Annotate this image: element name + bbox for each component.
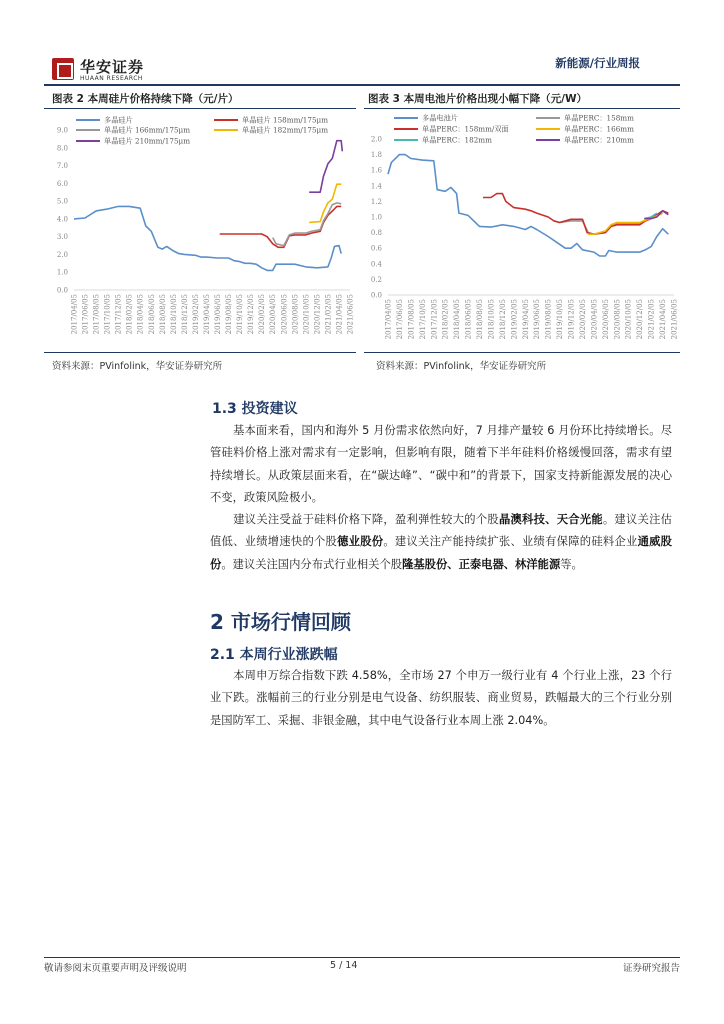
x-tick-label: 2017/04/05 xyxy=(70,294,79,335)
figure-2-top-rule xyxy=(44,108,356,109)
x-tick-label: 2018/02/05 xyxy=(125,294,134,335)
x-tick-label: 2021/06/05 xyxy=(346,294,355,335)
x-tick-label: 2018/04/05 xyxy=(136,294,145,335)
section-2-1-heading: 2.1 本周行业涨跌幅 xyxy=(210,647,338,663)
x-tick-label: 2019/02/05 xyxy=(191,294,200,335)
y-tick-label: 5.0 xyxy=(56,197,68,206)
x-tick-label: 2020/08/05 xyxy=(613,299,622,340)
footer-report-type: 证券研究报告 xyxy=(622,963,680,974)
x-tick-label: 2017/04/05 xyxy=(384,299,393,340)
rec-text-3: 。建议关注产能持续扩张、业绩有保障的硅料企业 xyxy=(383,535,638,549)
x-tick-label: 2018/10/05 xyxy=(487,299,496,340)
rec-stocks-3: 通威股份 xyxy=(210,535,672,571)
figure-3-top-rule xyxy=(364,108,680,109)
legend-label: 多晶电池片 xyxy=(422,113,458,123)
x-tick-label: 2019/12/05 xyxy=(567,299,576,340)
x-tick-label: 2017/10/05 xyxy=(418,299,427,340)
brand-name: 华安证券 xyxy=(80,58,145,76)
y-tick-label: 2.0 xyxy=(56,250,68,259)
legend-label: 单晶PERC：158mm/双面 xyxy=(422,124,509,134)
legend-label: 单晶PERC：182mm xyxy=(422,135,492,145)
series-line-0 xyxy=(388,155,668,256)
figure-3-title: 图表 3 本周电池片价格出现小幅下降（元/W） xyxy=(368,93,588,105)
x-tick-label: 2020/06/05 xyxy=(601,299,610,340)
x-tick-label: 2020/12/05 xyxy=(313,294,322,335)
x-tick-label: 2020/10/05 xyxy=(302,294,311,335)
x-tick-label: 2017/08/05 xyxy=(407,299,416,340)
x-tick-label: 2020/06/05 xyxy=(280,294,289,335)
y-tick-label: 1.8 xyxy=(370,151,382,160)
x-tick-label: 2019/10/05 xyxy=(236,294,245,335)
x-tick-label: 2019/06/05 xyxy=(214,294,223,335)
y-tick-label: 2.0 xyxy=(370,135,382,144)
x-tick-label: 2018/12/05 xyxy=(180,294,189,335)
series-line-0 xyxy=(74,206,341,270)
x-tick-label: 2017/10/05 xyxy=(103,294,112,335)
paragraph-market-review-text: 本周申万综合指数下跌 4.58%，全市场 27 个申万一级行业有 4 个行业上涨，23 个行业下跌。涨幅前三的行业分别是电气设备、纺织服装、商业贸易，跌幅最大的三个行业分别是国防军工、采掘、非银金融，其中电气设备行业本周上涨 2.04%。 xyxy=(210,669,672,727)
silicon-wafer-price-chart xyxy=(44,110,356,346)
series-line-2 xyxy=(483,194,668,235)
cell-price-chart xyxy=(364,110,680,346)
x-tick-label: 2018/06/05 xyxy=(464,299,473,340)
legend-label: 单晶硅片 158mm/175μm xyxy=(242,115,329,125)
page-number: 5 / 14 xyxy=(330,960,358,971)
x-tick-label: 2021/04/05 xyxy=(659,299,668,340)
footer-disclaimer: 敬请参阅末页重要声明及评级说明 xyxy=(44,963,187,974)
legend-label: 单晶PERC：158mm xyxy=(564,113,634,123)
y-tick-label: 1.4 xyxy=(370,182,382,191)
y-tick-label: 0.6 xyxy=(370,244,382,253)
footer-divider xyxy=(44,957,680,958)
figure-2-bottom-rule xyxy=(44,352,356,353)
legend-label: 单晶硅片 166mm/175μm xyxy=(104,125,191,135)
report-type: 新能源/行业周报 xyxy=(555,56,640,70)
x-tick-label: 2018/02/05 xyxy=(441,299,450,340)
x-tick-label: 2018/10/05 xyxy=(169,294,178,335)
paragraph-fundamentals xyxy=(210,420,672,509)
legend-label: 单晶硅片 210mm/175μm xyxy=(104,136,191,146)
figure-3-bottom-rule xyxy=(364,352,680,353)
legend-label: 单晶硅片 182mm/175μm xyxy=(242,125,329,135)
rec-text-2: 。建议关注估值低、业绩增速快的个股 xyxy=(210,513,672,549)
rec-stocks-4: 隆基股份、正泰电器、林洋能源 xyxy=(402,557,561,571)
figure-2-source: 资料来源：PVinfolink，华安证券研究所 xyxy=(52,361,223,372)
rec-stocks-2: 德业股份 xyxy=(337,535,384,549)
y-tick-label: 3.0 xyxy=(56,233,68,242)
rec-text-4: 。建议关注国内分布式行业相关个股 xyxy=(221,557,403,571)
x-tick-label: 2018/08/05 xyxy=(158,294,167,335)
header-divider xyxy=(44,84,680,86)
y-tick-label: 0.2 xyxy=(370,275,382,284)
y-tick-label: 0.8 xyxy=(370,229,382,238)
x-tick-label: 2017/12/05 xyxy=(114,294,123,335)
x-tick-label: 2018/06/05 xyxy=(147,294,156,335)
x-tick-label: 2020/04/05 xyxy=(269,294,278,335)
x-tick-label: 2020/12/05 xyxy=(636,299,645,340)
section-1-3-heading: 1.3 投资建议 xyxy=(212,401,298,417)
x-tick-label: 2019/06/05 xyxy=(533,299,542,340)
figure-2-title: 图表 2 本周硅片价格持续下降（元/片） xyxy=(52,93,239,105)
x-tick-label: 2019/12/05 xyxy=(247,294,256,335)
y-tick-label: 1.2 xyxy=(370,197,382,206)
y-tick-label: 0.0 xyxy=(370,291,382,300)
x-tick-label: 2019/10/05 xyxy=(556,299,565,340)
y-tick-label: 1.6 xyxy=(370,166,382,175)
legend-label: 多晶硅片 xyxy=(104,115,133,125)
x-tick-label: 2017/06/05 xyxy=(81,294,90,335)
x-tick-label: 2019/04/05 xyxy=(202,294,211,335)
legend-label: 单晶PERC：166mm xyxy=(564,124,634,134)
x-tick-label: 2020/02/05 xyxy=(578,299,587,340)
x-tick-label: 2020/08/05 xyxy=(291,294,300,335)
figure-3-source: 资料来源：PVinfolink，华安证券研究所 xyxy=(376,361,547,372)
x-tick-label: 2021/04/05 xyxy=(335,294,344,335)
series-line-1 xyxy=(554,213,663,234)
x-tick-label: 2017/12/05 xyxy=(430,299,439,340)
x-tick-label: 2019/08/05 xyxy=(544,299,553,340)
rec-stocks-1: 晶澳科技、天合光能 xyxy=(498,513,603,526)
x-tick-label: 2019/08/05 xyxy=(225,294,234,335)
x-tick-label: 2018/08/05 xyxy=(476,299,485,340)
legend-label: 单晶PERC：210mm xyxy=(564,135,634,145)
brand-name-en: HUAAN RESEARCH xyxy=(80,75,143,82)
paragraph-fundamentals-text: 基本面来看，国内和海外 5 月份需求依然向好，7 月排产量较 6 月份环比持续增长。尽管硅料价格上涨对需求有一定影响，但影响有限，随着下半年硅料价格缓慢回落，需求有望持续增长。从政策层面来看，在“碳达峰”、“碳中和”的背景下，国家支持新能源发展的决心不变，政策风险极小。 xyxy=(210,424,672,504)
chart-legend xyxy=(394,114,634,145)
rec-text-5: 等。 xyxy=(560,557,583,571)
x-tick-label: 2018/04/05 xyxy=(453,299,462,340)
brand-logo-icon xyxy=(52,58,74,80)
y-tick-label: 6.0 xyxy=(56,179,68,188)
y-tick-label: 1.0 xyxy=(370,213,382,222)
x-tick-label: 2018/12/05 xyxy=(498,299,507,340)
y-tick-label: 0.4 xyxy=(370,260,382,269)
series-line-2 xyxy=(273,203,342,246)
x-tick-label: 2021/02/05 xyxy=(324,294,333,335)
x-tick-label: 2021/02/05 xyxy=(647,299,656,340)
x-tick-label: 2021/06/05 xyxy=(670,299,679,340)
y-tick-label: 9.0 xyxy=(56,126,68,135)
x-tick-label: 2020/10/05 xyxy=(624,299,633,340)
y-tick-label: 8.0 xyxy=(56,144,68,153)
section-2-heading: 2 市场行情回顾 xyxy=(210,610,351,634)
rec-text-1: 建议关注受益于硅料价格下降，盈利弹性较大的个股 xyxy=(233,513,499,526)
x-tick-label: 2019/02/05 xyxy=(510,299,519,340)
paragraph-market-review xyxy=(210,665,672,732)
x-tick-label: 2020/04/05 xyxy=(590,299,599,340)
x-tick-label: 2017/08/05 xyxy=(92,294,101,335)
x-tick-label: 2020/02/05 xyxy=(258,294,267,335)
y-tick-label: 7.0 xyxy=(56,162,68,171)
y-tick-label: 0.0 xyxy=(56,286,68,295)
x-tick-label: 2017/06/05 xyxy=(395,299,404,340)
y-tick-label: 1.0 xyxy=(56,268,68,277)
x-tick-label: 2019/04/05 xyxy=(521,299,530,340)
y-tick-label: 4.0 xyxy=(56,215,68,224)
paragraph-recommendations xyxy=(210,509,672,576)
chart-legend xyxy=(76,116,328,146)
